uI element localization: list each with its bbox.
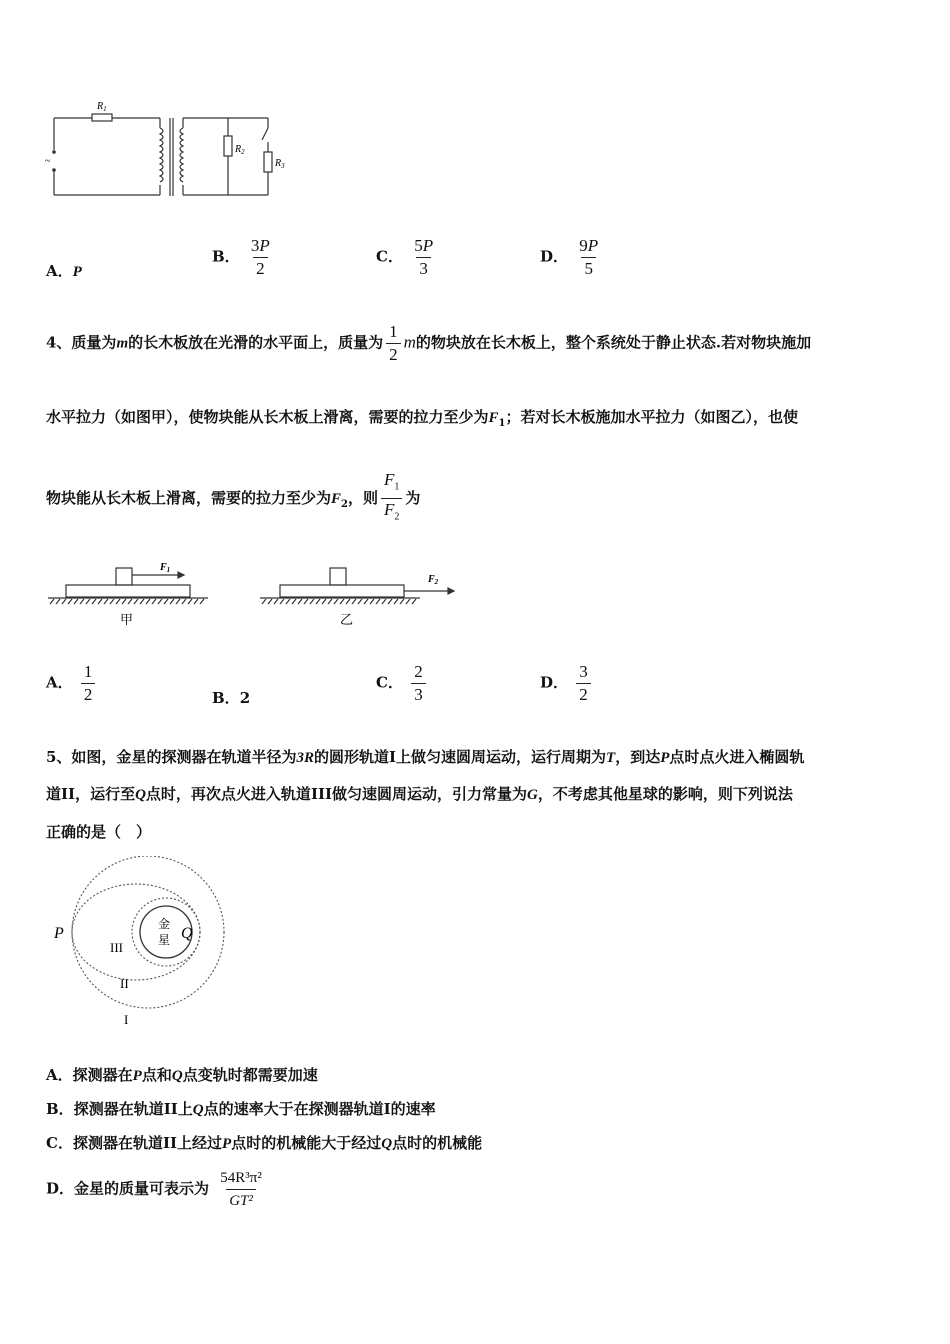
planet-label-1: 金: [158, 917, 171, 931]
q3-option-a[interactable]: A．P: [46, 262, 82, 280]
q5-option-c[interactable]: C．探测器在轨道II上经过P点时的机械能大于经过Q点时的机械能: [46, 1134, 483, 1152]
caption-jia: 甲: [120, 612, 134, 627]
fraction: $\frac{2}{3}$: [411, 662, 426, 705]
orbit-iii-label: III: [110, 940, 123, 955]
fraction: $\frac{9P}{5}$: [579, 236, 599, 278]
q-point-label: Q: [181, 925, 193, 942]
venus-orbit-figure: [44, 856, 244, 1036]
planet-label-2: 星: [158, 933, 171, 947]
caption-yi: 乙: [340, 612, 354, 627]
r3-label: $R_3$: [275, 158, 285, 170]
q5-option-d[interactable]: D．金星的质量可表示为 $\frac{\text{54R³π²}}{\text{GT²}}$: [46, 1168, 268, 1211]
p-point-label: P: [54, 925, 64, 942]
q5-line-1: 5、如图，金星的探测器在轨道半径为3R的圆形轨道I上做匀速圆周运动，运行周期为T，到达P点时点火进入椭圆轨: [46, 748, 805, 766]
fraction: $\frac{3}{2}$: [576, 662, 591, 705]
orbit-i-label: I: [124, 1012, 129, 1027]
q4-board-figures: [44, 556, 464, 630]
ratio-fraction: $\frac{F_1}{F_2}$: [381, 470, 402, 528]
q3-option-c[interactable]: C． $\frac{5P}{3}$: [376, 236, 439, 279]
q3-option-d[interactable]: D． $\frac{9P}{5}$: [540, 236, 604, 279]
q4-option-c[interactable]: C． $\frac{2}{3}$: [376, 662, 429, 705]
transformer-circuit-figure: [40, 90, 300, 210]
q4-option-a[interactable]: A． $\frac{1}{2}$: [46, 662, 98, 705]
q3-option-b[interactable]: B． $\frac{3P}{2}$: [212, 236, 276, 279]
fraction: $\frac{3P}{2}$: [250, 236, 270, 278]
force-f1-label: $F_1$: [160, 562, 171, 574]
q5-option-b[interactable]: B．探测器在轨道II上Q点的速率大于在探测器轨道I的速率: [46, 1100, 436, 1118]
half-fraction: $\frac{1}{2}$: [386, 322, 401, 365]
q4-line-3: 物块能从长木板上滑离，需要的拉力至少为$F_2$，则 $\frac{F_1}{F_2}$ 为: [46, 470, 420, 528]
q5-option-a[interactable]: A．探测器在P点和Q点变轨时都需要加速: [46, 1066, 318, 1084]
q4-line-1: 4、质量为m的长木板放在光滑的水平面上，质量为 $\frac{1}{2}$ m的物块放在长木板上，整个系统处于静止状态.若对物块施加: [46, 322, 812, 364]
r1-label: $R_1$: [97, 101, 107, 113]
q4-option-d[interactable]: D． $\frac{3}{2}$: [540, 662, 594, 705]
q5-line-2: 道II，运行至Q点时，再次点火进入轨道III做匀速圆周运动，引力常量为G，不考虑其他星球的影响，则下列说法: [46, 785, 793, 803]
r2-label: $R_2$: [235, 144, 245, 156]
mass-fraction: $\frac{\text{54R³π²}}{\text{GT²}}$: [220, 1170, 262, 1209]
q4-line-2: 水平拉力（如图甲），使物块能从长木板上滑离，需要的拉力至少为$F_1$；若对长木板施加水平拉力（如图乙），也使: [46, 408, 799, 429]
q5-line-3: 正确的是（ ）: [46, 823, 152, 841]
fraction: $\frac{5P}{3}$: [414, 236, 434, 278]
q4-option-b[interactable]: B．2: [212, 689, 251, 707]
fraction: $\frac{1}{2}$: [81, 662, 96, 705]
ac-source-symbol: ~: [45, 156, 51, 167]
force-f2-label: $F_2$: [428, 574, 439, 586]
orbit-ii-label: II: [120, 976, 129, 991]
